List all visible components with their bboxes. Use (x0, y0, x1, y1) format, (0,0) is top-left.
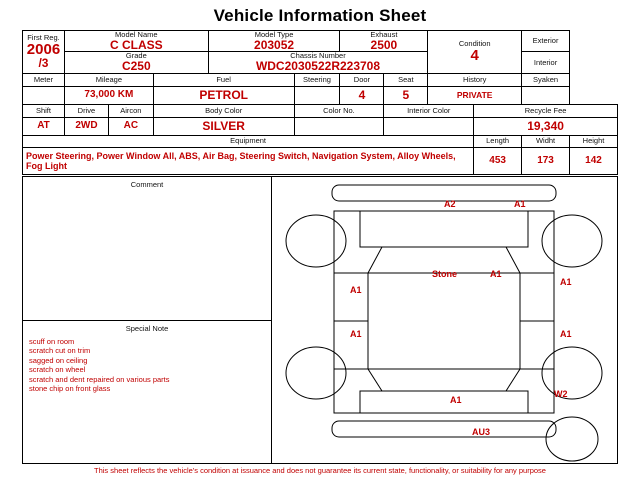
door-label-cell (340, 73, 384, 86)
seat-label: Seat (398, 74, 414, 84)
drive-label-cell (64, 104, 108, 117)
footer-disclaimer: This sheet reflects the vehicle's condition at issuance and does not guarantee its current state, functionality, or suitability for any purpose (94, 466, 546, 475)
model-name-label: Model Name (115, 30, 158, 39)
interior-color-label-cell (384, 104, 474, 117)
cell-interior (522, 52, 570, 73)
exhaust-label: Exhaust (370, 30, 398, 39)
table-row (23, 86, 618, 104)
chassis-label: Chassis Number (290, 51, 346, 61)
interior-color-label: Interior Color (407, 105, 451, 115)
color-no-value-cell (294, 117, 384, 135)
cell-grade (64, 52, 208, 73)
list-item: sagged on ceiling (29, 355, 88, 365)
cell-model-type (208, 31, 340, 52)
mileage-value: 73,000 KM (84, 89, 134, 101)
mileage-value-cell (64, 86, 153, 104)
equipment-value: Power Steering, Power Window All, ABS, Air Bag, Steering Switch, Navigation System, Alloy Wheels, Fog Light (26, 150, 456, 171)
recycle-label-cell (474, 104, 618, 117)
condition-value: 4 (470, 47, 479, 65)
history-value: PRIVATE (456, 89, 493, 100)
length-label: Length (486, 136, 510, 146)
list-item: scratch and dent repaired on various parts (29, 374, 170, 384)
interior-label: Interior (533, 57, 558, 67)
trunk-shape (360, 391, 528, 413)
damage-mark-a1-front: A1 (514, 199, 526, 209)
length-value: 453 (489, 154, 506, 166)
list-item: scratch on wheel (29, 365, 86, 375)
width-value-cell (522, 147, 570, 174)
table-row (23, 147, 618, 174)
seat-value-cell (384, 86, 428, 104)
vehicle-details-table (22, 30, 618, 175)
equipment-label-cell (23, 135, 474, 147)
table-row (23, 73, 618, 86)
list-item: stone chip on front glass (29, 383, 111, 393)
meter-label-cell (23, 73, 65, 86)
cell-exhaust (340, 31, 428, 52)
damage-mark-au3-rear-bumper: AU3 (472, 427, 491, 437)
recycle-fee-value: 19,340 (527, 119, 564, 134)
model-name-value: C CLASS (109, 37, 163, 52)
vehicle-damage-diagram (272, 176, 618, 464)
drive-value-cell (64, 117, 108, 135)
first-reg-value-year: 2006 (26, 40, 61, 58)
equipment-label: Equipment (230, 136, 266, 146)
damage-mark-a1-roof: A1 (490, 269, 502, 279)
special-note-lines (29, 337, 271, 393)
drive-value: 2WD (75, 120, 98, 132)
comment-heading: Comment (130, 180, 164, 189)
roof-shape (368, 273, 520, 369)
seat-value: 5 (402, 88, 410, 103)
height-label: Height (582, 136, 605, 146)
cell-first-reg (23, 31, 65, 74)
height-value: 142 (585, 154, 602, 166)
equipment-value-cell (23, 147, 474, 174)
cell-condition (428, 31, 522, 74)
first-reg-label: First Reg. (27, 32, 60, 42)
mileage-label: Mileage (95, 74, 123, 84)
syaken-label: Syaken (533, 74, 559, 84)
exhaust-value: 2500 (370, 37, 398, 52)
table-row (23, 52, 618, 73)
mileage-label-cell (64, 73, 153, 86)
aircon-value: AC (123, 120, 139, 132)
wheel-rear-left (286, 347, 346, 399)
interior-color-value-cell (384, 117, 474, 135)
chassis-value: WDC2030522R223708 (255, 59, 381, 74)
damage-mark-stone-windshield: Stone (432, 269, 458, 279)
syaken-label-cell (522, 73, 570, 86)
damage-mark-a1-left-rear-door: A1 (350, 329, 362, 339)
length-label-cell (474, 135, 522, 147)
door-label: Door (353, 74, 371, 84)
syaken-value-cell (522, 86, 570, 104)
body-outline (334, 211, 554, 413)
history-label-cell (428, 73, 522, 86)
fuel-label: Fuel (216, 74, 231, 84)
exterior-label: Exterior (532, 36, 559, 46)
steering-label-cell (294, 73, 340, 86)
history-value-cell (428, 86, 522, 104)
aircon-label-cell (108, 104, 153, 117)
recycle-value-cell (474, 117, 618, 135)
body-color-value-cell (153, 117, 294, 135)
special-note-heading: Special Note (125, 324, 169, 333)
list-item: scuff on room (29, 337, 75, 346)
meter-value-cell (23, 86, 65, 104)
shift-value: AT (37, 120, 50, 132)
special-note-box (22, 321, 272, 464)
damage-mark-a2-front: A2 (444, 199, 456, 209)
wheel-rear-right (542, 347, 602, 399)
rear-window-shape (368, 369, 520, 391)
table-row (23, 104, 618, 117)
table-row (23, 135, 618, 147)
wheel-front-right (542, 215, 602, 267)
height-value-cell (570, 147, 618, 174)
shift-label: Shift (35, 105, 51, 115)
damage-mark-a1-left-front-door: A1 (350, 285, 362, 295)
seat-label-cell (384, 73, 428, 86)
shift-value-cell (23, 117, 65, 135)
condition-label: Condition (458, 39, 491, 49)
damage-mark-w2-wheel: W2 (554, 389, 568, 399)
fuel-label-cell (153, 73, 294, 86)
cell-model-name (64, 31, 208, 52)
width-label-cell (522, 135, 570, 147)
list-item: scratch cut on trim (29, 346, 91, 356)
cell-chassis (208, 52, 428, 73)
wheel-front-left (286, 215, 346, 267)
meter-label: Meter (33, 74, 54, 84)
table-row (23, 117, 618, 135)
height-label-cell (570, 135, 618, 147)
grade-label: Grade (125, 51, 147, 61)
page-title: Vehicle Information Sheet (213, 6, 427, 25)
rear-bumper-shape (332, 421, 556, 437)
length-value-cell (474, 147, 522, 174)
steering-label: Steering (303, 74, 331, 84)
color-no-label: Color No. (323, 105, 355, 115)
table-row (23, 31, 618, 52)
shift-label-cell (23, 104, 65, 117)
aircon-label: Aircon (120, 105, 142, 115)
color-no-label-cell (294, 104, 384, 117)
steering-value-cell (294, 86, 340, 104)
body-color-label: Body Color (205, 105, 243, 115)
door-value: 4 (358, 88, 366, 103)
car-outline-svg (272, 177, 616, 463)
comment-box (22, 176, 272, 321)
wheel-spare (546, 417, 598, 461)
damage-mark-a1-right-rear-door: A1 (560, 329, 572, 339)
width-value: 173 (537, 154, 554, 166)
hood-shape (360, 211, 528, 247)
aircon-value-cell (108, 117, 153, 135)
drive-label: Drive (77, 105, 96, 115)
fuel-value: PETROL (199, 88, 248, 103)
history-label: History (463, 74, 487, 84)
door-value-cell (340, 86, 384, 104)
damage-mark-a1-right-front-door: A1 (560, 277, 572, 287)
lower-section (22, 176, 618, 464)
grade-value: C250 (121, 59, 151, 74)
body-color-label-cell (153, 104, 294, 117)
model-type-label: Model Type (254, 30, 294, 39)
width-label: Widht (535, 136, 556, 146)
cell-exterior (522, 31, 570, 52)
model-type-value: 203052 (254, 37, 295, 52)
recycle-fee-label: Recycle Fee (524, 105, 567, 115)
damage-mark-a1-trunk: A1 (450, 395, 462, 405)
first-reg-value-month: /3 (38, 56, 49, 71)
fuel-value-cell (153, 86, 294, 104)
body-color-value: SILVER (202, 119, 245, 134)
